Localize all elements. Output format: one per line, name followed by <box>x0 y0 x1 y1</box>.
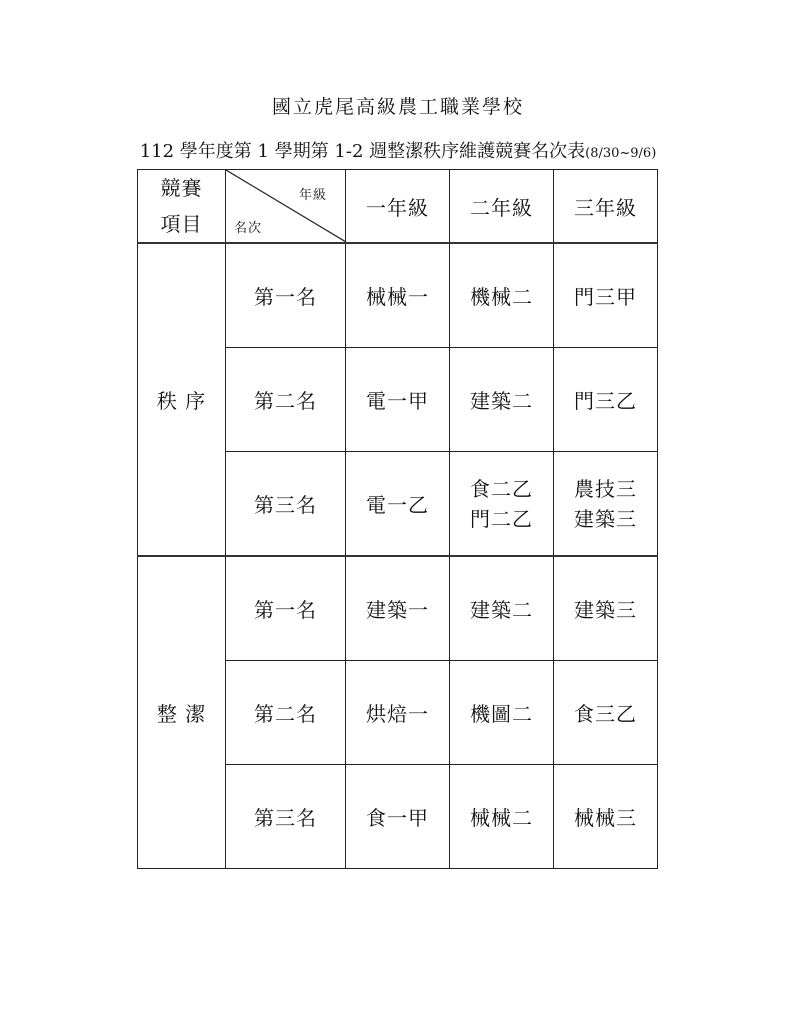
class-cell: 械械一 <box>346 243 450 348</box>
grade-header-3: 三年級 <box>554 170 658 244</box>
ranking-table <box>137 169 658 869</box>
class-cell: 機械二 <box>450 243 554 348</box>
class-cell: 建築三 <box>554 556 658 661</box>
category-label: 秩 序 <box>138 243 226 556</box>
class-line: 農技三 <box>574 476 637 501</box>
class-cell: 建築一 <box>346 556 450 661</box>
corner-cell <box>138 170 226 244</box>
rank-label: 第二名 <box>226 661 346 765</box>
category-label: 整 潔 <box>138 556 226 869</box>
table-row <box>138 243 658 348</box>
class-cell: 烘焙一 <box>346 661 450 765</box>
class-line: 門二乙 <box>470 506 533 531</box>
rank-label: 第三名 <box>226 452 346 557</box>
table-title-text: 112 學年度第 1 學期第 1-2 週整潔秩序維護競賽名次表 <box>139 141 586 162</box>
class-cell: 械械三 <box>554 765 658 869</box>
class-cell <box>554 452 658 557</box>
table-title <box>0 137 796 163</box>
grade-header-1: 一年級 <box>346 170 450 244</box>
class-line: 食二乙 <box>470 476 533 501</box>
class-cell: 建築二 <box>450 348 554 452</box>
class-cell: 門三乙 <box>554 348 658 452</box>
date-range: (8/30~9/6) <box>585 146 657 161</box>
school-title: 國立虎尾高級農工職業學校 <box>271 96 524 118</box>
rank-label: 第一名 <box>226 243 346 348</box>
class-cell <box>450 452 554 557</box>
corner-bottom-label: 項目 <box>160 212 203 236</box>
grade-axis-label: 年級 <box>298 188 327 203</box>
class-cell: 建築二 <box>450 556 554 661</box>
rank-label: 第一名 <box>226 556 346 661</box>
class-cell: 食三乙 <box>554 661 658 765</box>
class-cell: 機圖二 <box>450 661 554 765</box>
class-cell: 電一乙 <box>346 452 450 557</box>
class-line: 建築三 <box>574 506 637 531</box>
table-row <box>138 556 658 661</box>
rank-label: 第二名 <box>226 348 346 452</box>
table-header-row <box>138 170 658 244</box>
corner-top-label: 競賽 <box>160 176 203 200</box>
class-cell: 械械二 <box>450 765 554 869</box>
class-cell: 電一甲 <box>346 348 450 452</box>
class-cell: 食一甲 <box>346 765 450 869</box>
rank-label: 第三名 <box>226 765 346 869</box>
rank-axis-label: 名次 <box>234 221 263 236</box>
class-cell: 門三甲 <box>554 243 658 348</box>
grade-header-2: 二年級 <box>450 170 554 244</box>
diagonal-header-cell <box>226 170 346 244</box>
